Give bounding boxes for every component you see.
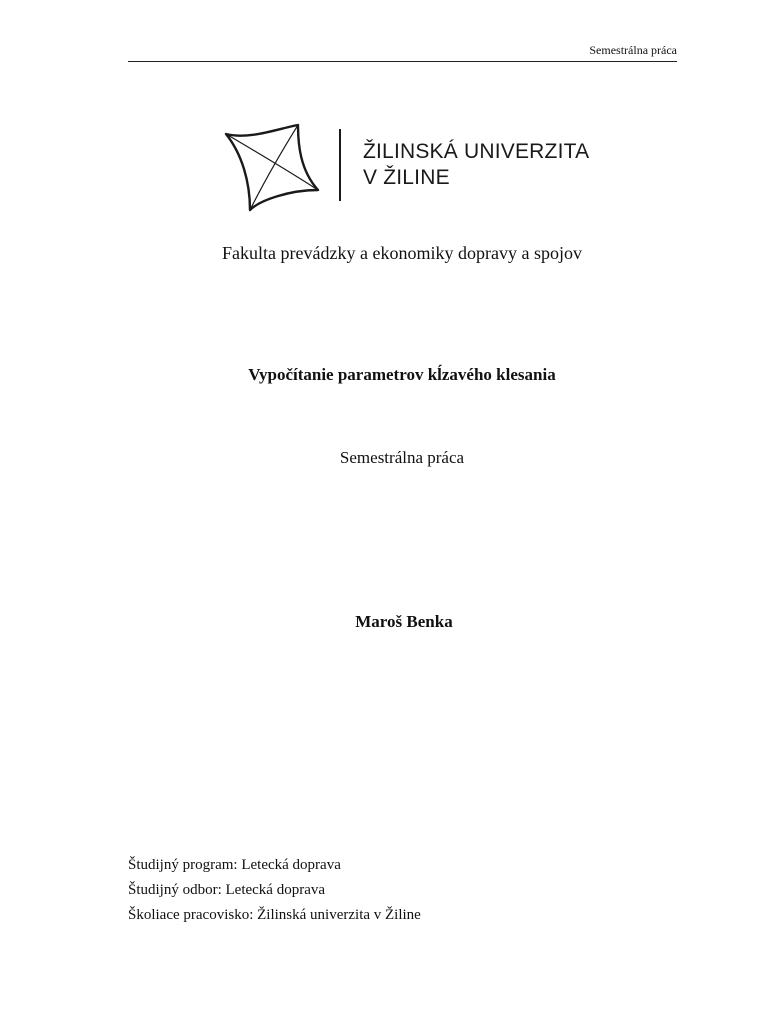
logo-text-line2: V ŽILINE xyxy=(363,166,450,189)
document-type: Semestrálna práca xyxy=(339,448,465,467)
author-name: Maroš Benka xyxy=(355,612,453,631)
faculty-name: Fakulta prevádzky a ekonomiky dopravy a spojov xyxy=(222,243,582,263)
training-workplace: Školiace pracovisko: Žilinská univerzita v Žiline xyxy=(128,907,421,923)
study-program: Študijný program: Letecká doprava xyxy=(128,857,341,873)
document-title: Vypočítanie parametrov kĺzavého klesania xyxy=(248,365,556,384)
university-logo xyxy=(178,96,618,240)
running-header: Semestrálna práca xyxy=(589,43,677,57)
logo-text-line1: ŽILINSKÁ UNIVERZITA xyxy=(363,140,590,163)
header-rule xyxy=(128,61,677,62)
study-field: Študijný odbor: Letecká doprava xyxy=(128,882,326,898)
study-info xyxy=(128,853,421,928)
logo-divider xyxy=(339,129,341,201)
university-emblem-icon xyxy=(220,120,320,212)
